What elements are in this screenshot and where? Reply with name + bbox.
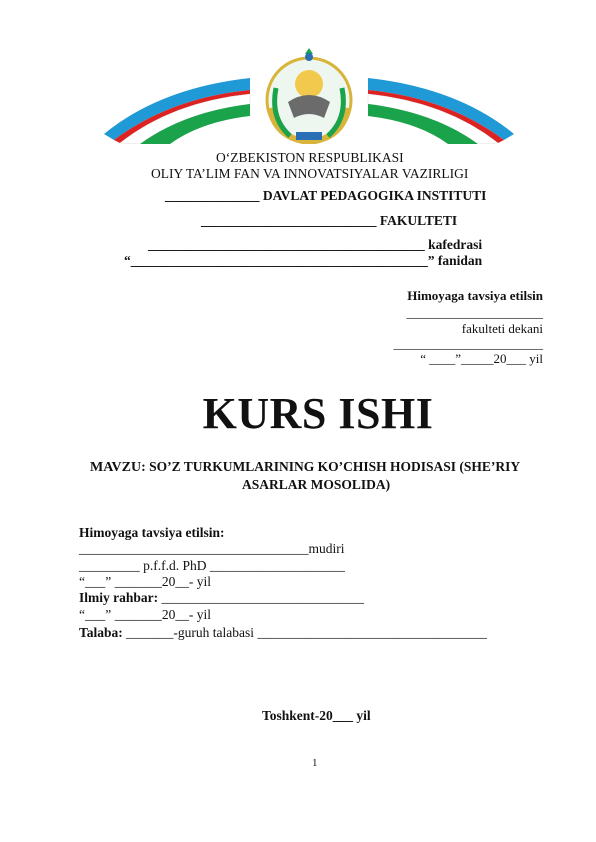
subject-open-quote: “ — [124, 253, 131, 268]
mudiri-line — [79, 541, 345, 557]
department-line — [148, 237, 482, 253]
student-label: Talaba: — [79, 625, 123, 640]
phd-blank-2: ____________________ — [209, 558, 345, 573]
student-group-label: -guruh talabasi — [173, 625, 255, 640]
phd-blank-1: _________ — [79, 558, 140, 573]
phd-label: p.f.f.d. PhD — [143, 558, 207, 573]
republic-heading: O‘ZBEKISTON RESPUBLIKASI — [216, 150, 404, 165]
faculty-blank: __________________________ — [201, 213, 377, 228]
student-line — [79, 625, 487, 641]
faculty-name: FAKULTETI — [379, 213, 458, 228]
approval-signature-line: _____________________ — [406, 305, 543, 320]
institute-line — [165, 188, 486, 204]
phd-line — [79, 558, 345, 574]
dean-signature-line: _______________________ — [393, 336, 543, 351]
mudiri-label: mudiri — [308, 541, 345, 556]
date-line-1: “___” _______20__- yil — [79, 574, 211, 589]
department-label: kafedrasi — [428, 237, 483, 252]
department-blank: _________________________________________ — [148, 237, 425, 252]
ministry-heading: OLIY TA’LIM FAN VA INNOVATSIYALAR VAZIRLIGI — [151, 166, 469, 181]
approval-heading: Himoyaga tavsiya etilsin — [407, 288, 543, 303]
dean-label: fakulteti dekani — [461, 321, 543, 336]
date-line-2: “___” _______20__- yil — [79, 607, 211, 622]
advisor-label: Ilmiy rahbar: — [79, 590, 159, 605]
subject-blank: ____________________________________________ — [130, 253, 428, 268]
advisor-line — [79, 590, 364, 606]
subject-line — [124, 253, 482, 269]
student-name-blank: __________________________________ — [257, 625, 487, 640]
mudiri-blank: __________________________________ — [79, 541, 309, 556]
institute-name: DAVLAT PEDAGOGIKA INSTITUTI — [262, 188, 487, 203]
state-emblem-icon — [100, 48, 518, 144]
institute-blank: ______________ — [165, 188, 260, 203]
topic-text-1: SO’Z TURKUMLARINING KO’CHISH HODISASI (SHE’RIY — [149, 459, 521, 474]
topic-text-2: ASARLAR MOSOLIDA) — [242, 477, 391, 492]
student-group-blank: _______ — [126, 625, 174, 640]
faculty-line — [201, 213, 457, 229]
advisor-blank: ______________________________ — [161, 590, 364, 605]
city-year: Toshkent-20___ yil — [262, 708, 371, 723]
topic-line-1 — [90, 459, 520, 476]
document-title: KURS ISHI — [202, 389, 434, 438]
topic-label: MAVZU: — [90, 460, 146, 475]
approval-date: “ ____”_____20___ yil — [420, 351, 543, 366]
recommend-label: Himoyaga tavsiya etilsin: — [79, 525, 225, 540]
page-number: 1 — [312, 757, 318, 769]
subject-label: ” fanidan — [427, 253, 483, 268]
